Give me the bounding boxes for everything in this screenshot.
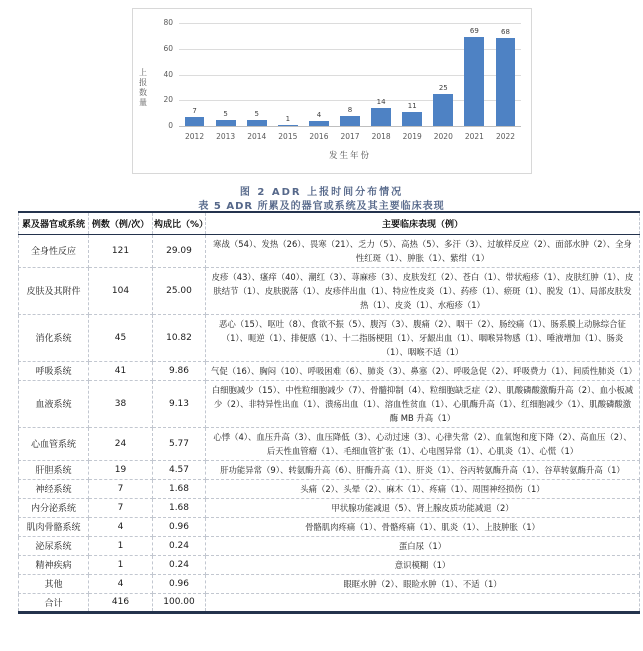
- cell-percent: 0.24: [153, 536, 206, 555]
- cell-percent: 9.13: [153, 380, 206, 427]
- cell-system: 皮肤及其附件: [19, 267, 89, 314]
- cell-manifestations: 蛋白尿（1）: [206, 536, 640, 555]
- cell-manifestations: 意识模糊（1）: [206, 555, 640, 574]
- cell-system: 神经系统: [19, 479, 89, 498]
- column-header: 例数（例/次）: [89, 212, 153, 234]
- cell-manifestations: 皮疹（43）、瘙痒（40）、潮红（3）、荨麻疹（3）、皮肤发红（2）、苍白（1）、带状疱疹（1）、皮肤红肿（1）、皮肤结节（1）、皮肤脱落（1）、皮疹伴出血（1）、特应性皮炎（1）、药疹（1）、瘀斑（1）、脱发（1）、局部皮肤发热（1）、皮炎（1）、水疱疹（1）: [206, 267, 640, 314]
- adr-table: [18, 211, 640, 614]
- x-tick-label: 2018: [371, 132, 391, 141]
- y-tick-label: 80: [163, 18, 173, 27]
- cell-count: 4: [89, 517, 153, 536]
- cell-count: 45: [89, 314, 153, 361]
- cell-count: 104: [89, 267, 153, 314]
- bar-column-2014: [241, 23, 272, 126]
- bar-value-label: 5: [254, 109, 259, 118]
- cell-manifestations: 眼眶水肿（2）、眼睑水肿（1）、不适（1）: [206, 574, 640, 593]
- cell-percent: 10.82: [153, 314, 206, 361]
- table-row: [19, 593, 640, 612]
- bar: [309, 121, 329, 126]
- plot-area: [179, 23, 521, 127]
- cell-manifestations: 肝功能异常（9）、转氨酶升高（6）、肝酶升高（1）、肝炎（1）、谷丙转氨酶升高（1）、谷草转氨酶升高（1）: [206, 460, 640, 479]
- bar-column-2015: [272, 23, 303, 126]
- cell-percent: 100.00: [153, 593, 206, 612]
- bar: [185, 117, 205, 126]
- x-axis-tick-labels: [179, 132, 521, 141]
- cell-manifestations: 心悸（4）、血压升高（3）、血压降低（3）、心动过速（3）、心律失常（2）、血氧饱和度下降（2）、高血压（2）、后天性血管瘤（1）、毛细血管扩张（1）、心电图异常（1）、心肌炎（1）、心慌（1）: [206, 427, 640, 460]
- adr-bar-chart: [132, 8, 532, 174]
- bar-value-label: 5: [223, 109, 228, 118]
- bar: [216, 120, 236, 126]
- x-tick-label: 2015: [278, 132, 298, 141]
- cell-percent: 1.68: [153, 498, 206, 517]
- cell-system: 全身性反应: [19, 234, 89, 267]
- column-header: 主要临床表现（例）: [206, 212, 640, 234]
- bar: [247, 120, 267, 126]
- cell-percent: 29.09: [153, 234, 206, 267]
- cell-manifestations: [206, 593, 640, 612]
- table-row: [19, 234, 640, 267]
- cell-system: 合计: [19, 593, 89, 612]
- bar: [340, 116, 360, 126]
- cell-manifestations: 骨骼肌肉疼痛（1）、骨骼疼痛（1）、肌炎（1）、上肢肿胀（1）: [206, 517, 640, 536]
- x-tick-label: 2014: [247, 132, 267, 141]
- cell-system: 血液系统: [19, 380, 89, 427]
- table-row: [19, 314, 640, 361]
- table-row: [19, 267, 640, 314]
- table-row: [19, 536, 640, 555]
- cell-count: 24: [89, 427, 153, 460]
- cell-percent: 0.96: [153, 517, 206, 536]
- table-row: [19, 498, 640, 517]
- bar-value-label: 4: [316, 110, 322, 119]
- table-row: [19, 380, 640, 427]
- table-row: [19, 427, 640, 460]
- cell-percent: 0.96: [153, 574, 206, 593]
- bar-column-2016: [303, 23, 334, 126]
- y-tick-label: 0: [168, 121, 173, 130]
- cell-count: 7: [89, 498, 153, 517]
- figure-caption: 图 2 ADR 上报时间分布情况: [239, 187, 404, 198]
- table-row: [19, 517, 640, 536]
- cell-count: 38: [89, 380, 153, 427]
- bar-column-2013: [210, 23, 241, 126]
- cell-manifestations: 头痛（2）、头晕（2）、麻木（1）、疼痛（1）、周围神经损伤（1）: [206, 479, 640, 498]
- y-axis-tick-labels: [149, 18, 173, 130]
- cell-percent: 5.77: [153, 427, 206, 460]
- x-tick-label: 2022: [495, 132, 516, 141]
- bar: [433, 94, 453, 126]
- cell-count: 1: [89, 555, 153, 574]
- cell-manifestations: 气促（16）、胸闷（10）、呼吸困难（6）、肺炎（3）、鼻塞（2）、呼吸急促（2）、呼吸费力（1）、间质性肺炎（1）: [206, 361, 640, 380]
- x-tick-label: 2020: [433, 132, 453, 141]
- cell-count: 4: [89, 574, 153, 593]
- y-axis-title: 上报数量: [139, 67, 147, 107]
- bar-column-2018: [366, 23, 397, 126]
- x-axis-title: 发生年份: [328, 151, 371, 161]
- x-tick-label: 2019: [402, 132, 422, 141]
- column-header: 累及器官或系统: [19, 212, 89, 234]
- bar-column-2019: [397, 23, 428, 126]
- cell-percent: 9.86: [153, 361, 206, 380]
- x-tick-label: 2012: [185, 132, 205, 141]
- bar: [496, 38, 516, 126]
- y-tick-label: 20: [163, 95, 173, 105]
- bar-value-label: 8: [347, 105, 353, 114]
- cell-system: 心血管系统: [19, 427, 89, 460]
- cell-percent: 0.24: [153, 555, 206, 574]
- cell-percent: 25.00: [153, 267, 206, 314]
- bar: [402, 112, 422, 126]
- x-tick-label: 2016: [309, 132, 329, 141]
- bar-value-label: 68: [501, 28, 510, 37]
- adr-table-header: [19, 212, 640, 234]
- bar-column-2017: [334, 23, 365, 126]
- cell-count: 41: [89, 361, 153, 380]
- cell-system: 肌肉骨骼系统: [19, 517, 89, 536]
- cell-count: 7: [89, 479, 153, 498]
- cell-system: 精神疾病: [19, 555, 89, 574]
- bar-value-label: 69: [469, 27, 479, 36]
- table-row: [19, 479, 640, 498]
- bar-column-2020: [428, 23, 459, 126]
- cell-manifestations: 甲状腺功能减退（5）、肾上腺皮质功能减退（2）: [206, 498, 640, 517]
- bar-column-2012: [179, 23, 210, 126]
- table-row: [19, 361, 640, 380]
- adr-table-body: [19, 234, 640, 612]
- x-tick-label: 2013: [216, 132, 236, 141]
- bar-value-label: 7: [192, 107, 197, 115]
- cell-system: 肝胆系统: [19, 460, 89, 479]
- cell-manifestations: 寒战（54）、发热（26）、畏寒（21）、乏力（5）、高热（5）、多汗（3）、过敏样反应（2）、面部水肿（2）、全身性红斑（1）、肿胀（1）、紫绀（1）: [206, 234, 640, 267]
- cell-count: 1: [89, 536, 153, 555]
- bar: [464, 37, 484, 126]
- cell-manifestations: 恶心（15）、呕吐（8）、食欲不振（5）、腹泻（3）、腹痛（2）、咽干（2）、肠绞痛（1）、肠系膜上动脉综合征（1）、呃逆（1）、排便感（1）、十二指肠梗阻（1）、牙龈出血（1）、咽喉异物感（1）、唾液增加（1）、肠炎（1）、咽喉不适（1）: [206, 314, 640, 361]
- bar-column-2021: [459, 23, 490, 126]
- table-row: [19, 574, 640, 593]
- x-tick-label: 2021: [464, 132, 484, 141]
- table-caption: 表 5 ADR 所累及的器官或系统及其主要临床表现: [198, 201, 445, 212]
- cell-system: 泌尿系统: [19, 536, 89, 555]
- bar-value-label: 1: [285, 114, 291, 123]
- bar-value-label: 11: [407, 101, 417, 110]
- cell-count: 121: [89, 234, 153, 267]
- bar: [371, 108, 391, 126]
- header-row: [19, 212, 640, 234]
- y-tick-label: 40: [163, 69, 173, 79]
- cell-system: 其他: [19, 574, 89, 593]
- cell-count: 19: [89, 460, 153, 479]
- bar-value-label: 25: [438, 83, 448, 92]
- bar-column-2022: [490, 23, 521, 126]
- table-row: [19, 555, 640, 574]
- column-header: 构成比（%）: [153, 212, 206, 234]
- cell-count: 416: [89, 593, 153, 612]
- cell-system: 内分泌系统: [19, 498, 89, 517]
- cell-system: 消化系统: [19, 314, 89, 361]
- bar: [278, 125, 298, 126]
- cell-manifestations: 白细胞减少（15）、中性粒细胞减少（7）、骨髓抑制（4）、粒细胞缺乏症（2）、肌酸磷酸激酶升高（2）、血小板减少（2）、非特异性出血（1）、溃疡出血（1）、溶血性贫血（1）、心肌酶升高（1）、红细胞减少（1）、肌酸磷酸激酶 MB 升高（1）: [206, 380, 640, 427]
- cell-percent: 4.57: [153, 460, 206, 479]
- table-row: [19, 460, 640, 479]
- y-tick-label: 60: [163, 43, 173, 53]
- bar-value-label: 14: [376, 97, 386, 106]
- x-tick-label: 2017: [340, 132, 360, 141]
- cell-percent: 1.68: [153, 479, 206, 498]
- cell-system: 呼吸系统: [19, 361, 89, 380]
